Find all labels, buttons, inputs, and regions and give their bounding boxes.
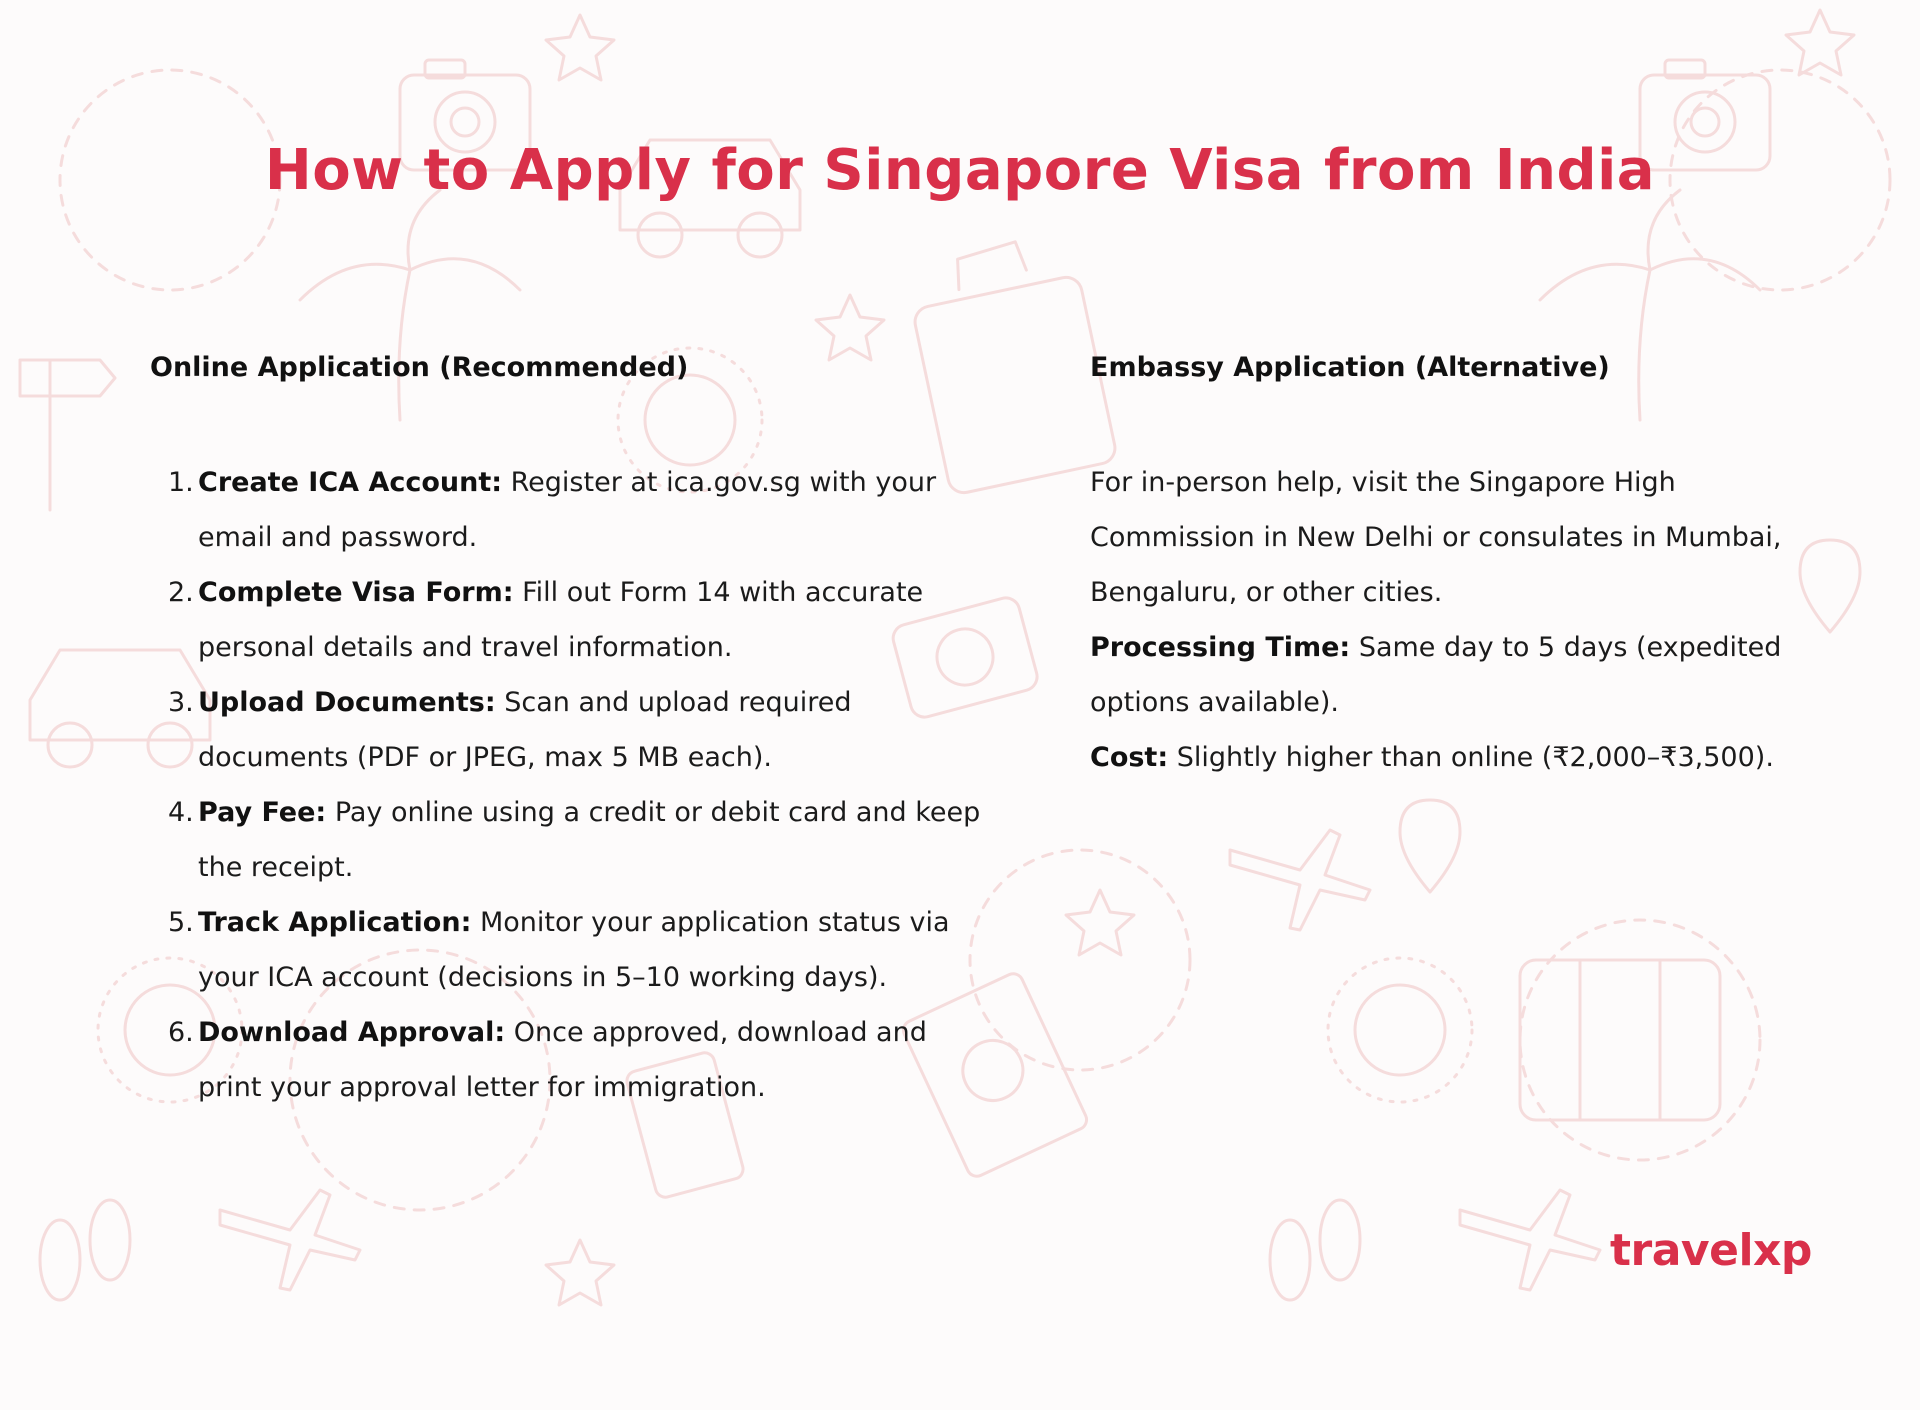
processing-time-label: Processing Time: bbox=[1090, 632, 1351, 663]
cost-label: Cost: bbox=[1090, 742, 1169, 773]
embassy-application-section bbox=[1090, 352, 1810, 785]
step-text: Once approved, download and print your approval letter for immigration. bbox=[198, 1017, 927, 1103]
cost-text: Slightly higher than online (₹2,000–₹3,500). bbox=[1168, 742, 1774, 773]
online-steps-list bbox=[150, 455, 990, 1115]
page-title: How to Apply for Singapore Visa from India bbox=[264, 138, 1656, 203]
step-item bbox=[150, 675, 990, 785]
online-application-heading: Online Application (Recommended) bbox=[150, 352, 689, 383]
step-number: 5. bbox=[168, 907, 194, 938]
embassy-application-heading: Embassy Application (Alternative) bbox=[1090, 352, 1610, 383]
step-label: Create ICA Account: bbox=[198, 467, 503, 498]
step-text: Monitor your application status via your ICA account (decisions in 5–10 working days). bbox=[198, 907, 950, 993]
step-number: 2. bbox=[168, 577, 194, 608]
step-label: Complete Visa Form: bbox=[198, 577, 514, 608]
step-item bbox=[150, 1005, 990, 1115]
step-number: 3. bbox=[168, 687, 194, 718]
step-item bbox=[150, 785, 990, 895]
step-number: 4. bbox=[168, 797, 194, 828]
travelxp-logo: travelxp bbox=[1610, 1225, 1812, 1276]
step-item bbox=[150, 895, 990, 1005]
step-item bbox=[150, 565, 990, 675]
step-label: Pay Fee: bbox=[198, 797, 327, 828]
embassy-intro: For in-person help, visit the Singapore High Commission in New Delhi or consulates in Mumbai, Bengaluru, or other cities. bbox=[1090, 467, 1782, 608]
step-text: Scan and upload required documents (PDF or JPEG, max 5 MB each). bbox=[198, 687, 852, 773]
cost bbox=[1090, 730, 1810, 785]
online-application-section bbox=[150, 352, 990, 1115]
step-text: Pay online using a credit or debit card and keep the receipt. bbox=[198, 797, 981, 883]
step-label: Track Application: bbox=[198, 907, 472, 938]
processing-time-text: Same day to 5 days (expedited options available). bbox=[1090, 632, 1782, 718]
step-number: 1. bbox=[168, 467, 194, 498]
step-number: 6. bbox=[168, 1017, 194, 1048]
step-item bbox=[150, 455, 990, 565]
step-label: Upload Documents: bbox=[198, 687, 496, 718]
step-text: Register at ica.gov.sg with your email and password. bbox=[198, 467, 937, 553]
step-text: Fill out Form 14 with accurate personal details and travel information. bbox=[198, 577, 924, 663]
step-label: Download Approval: bbox=[198, 1017, 506, 1048]
processing-time bbox=[1090, 620, 1810, 730]
